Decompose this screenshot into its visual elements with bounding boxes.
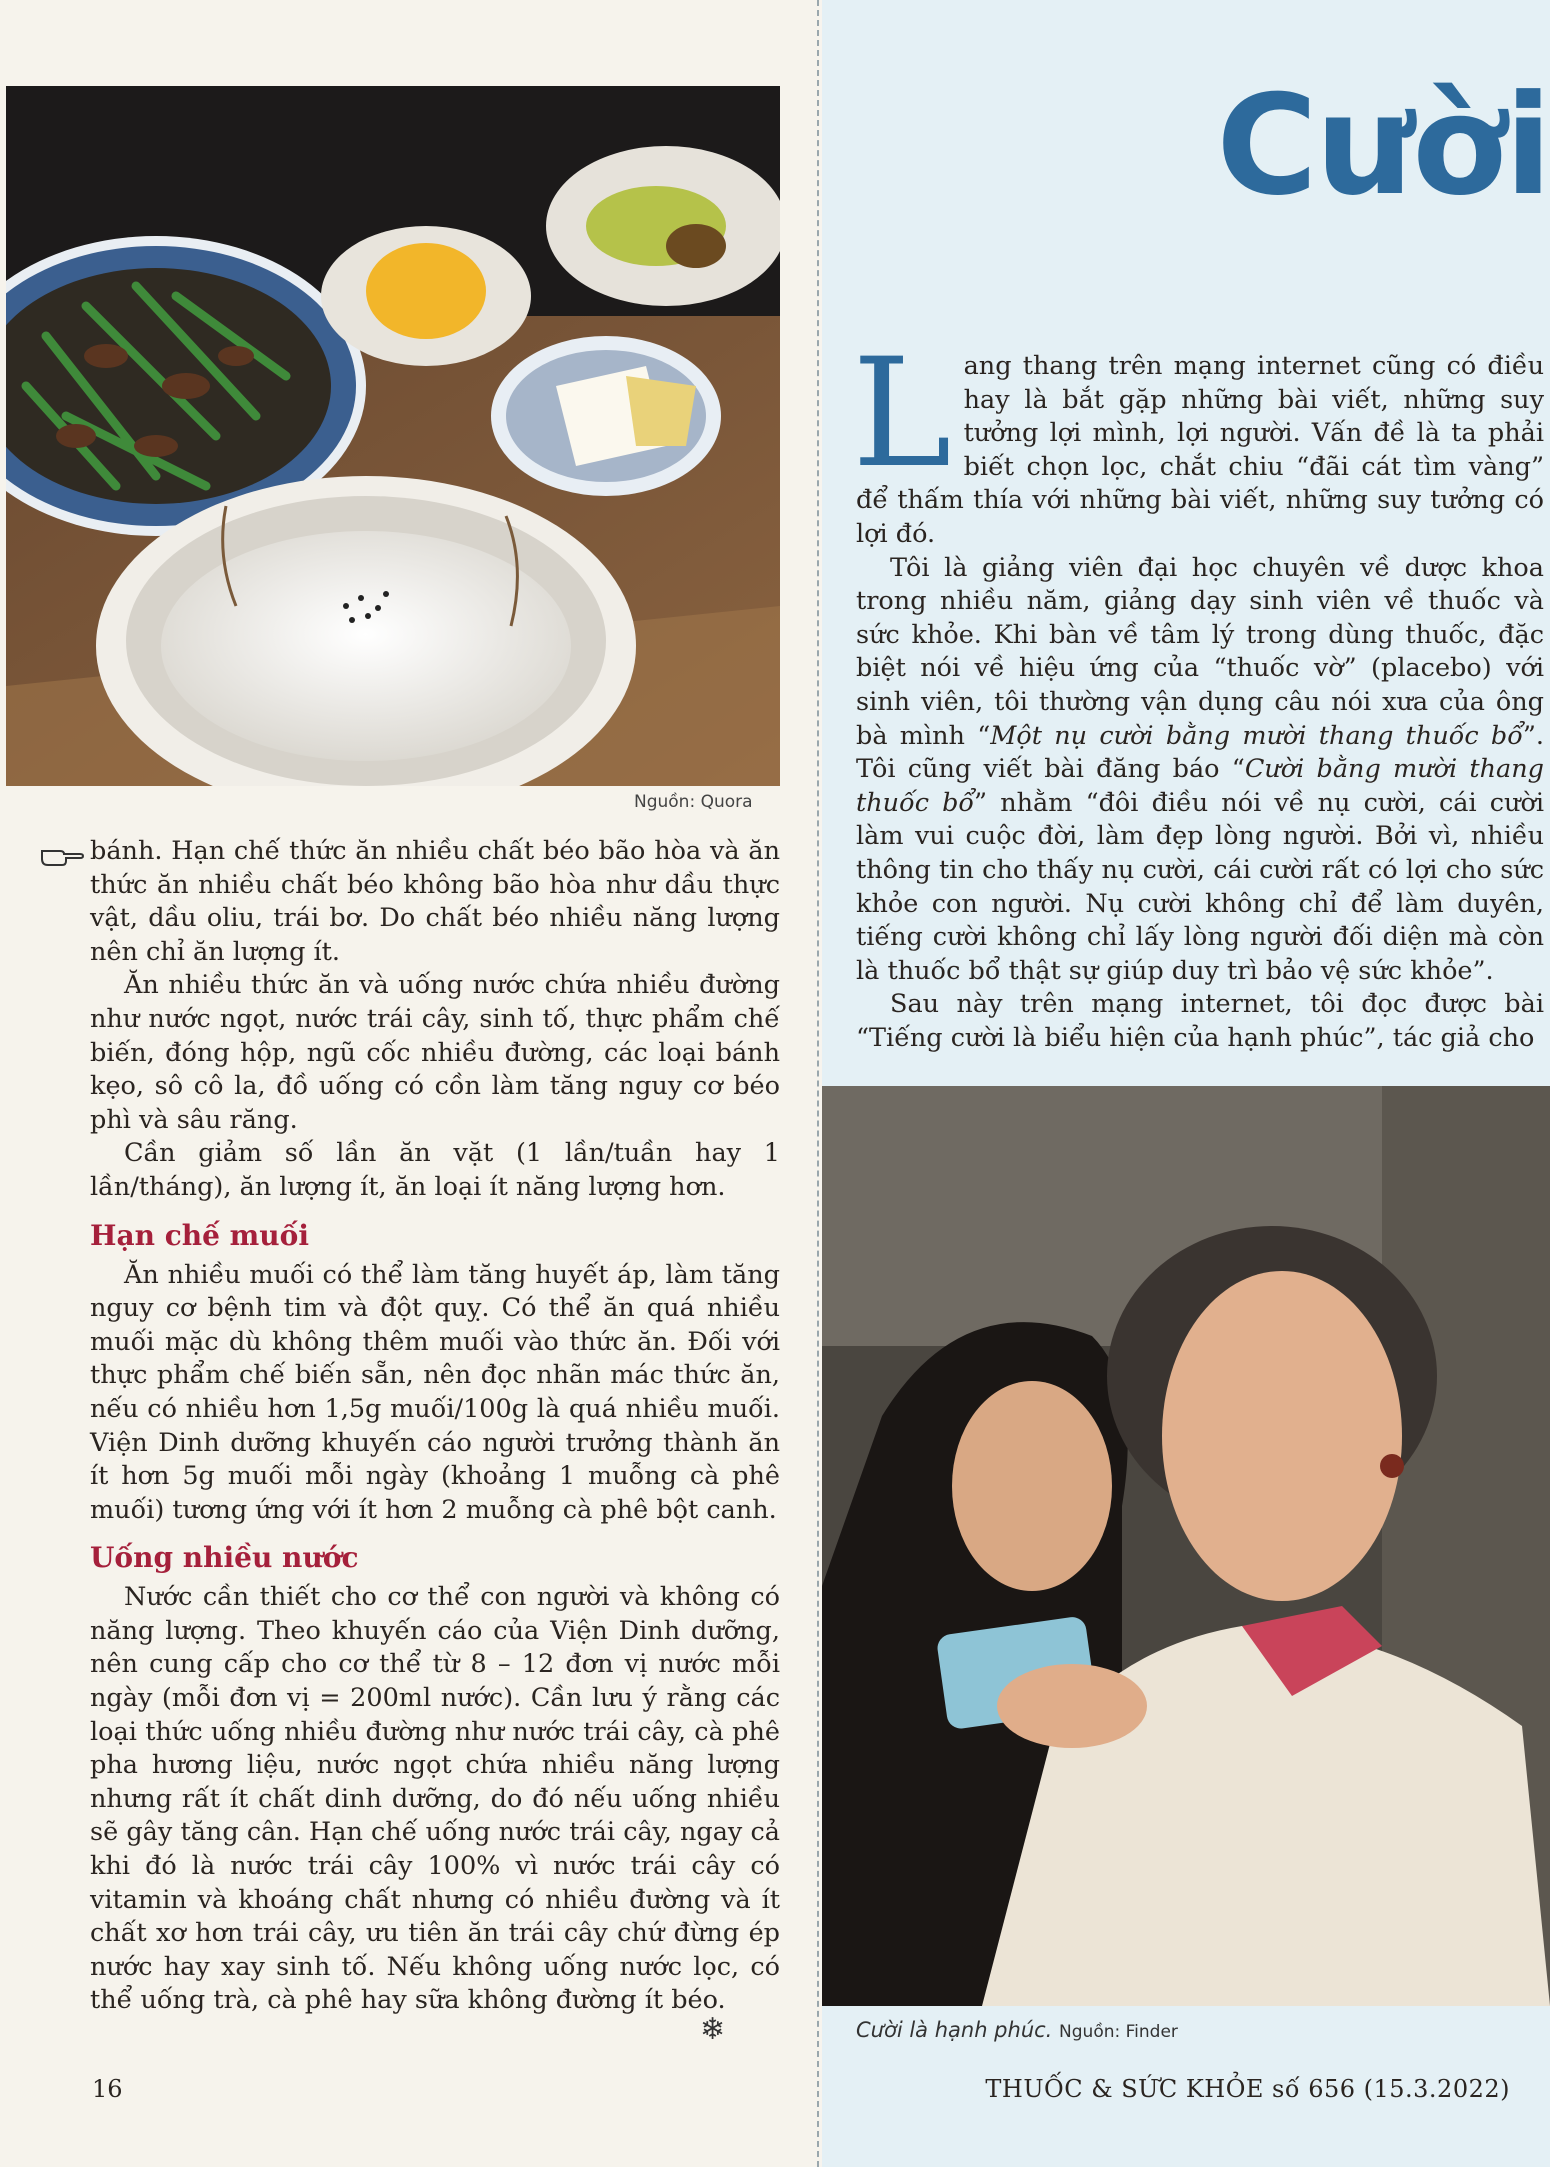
end-mark-icon: ❄ [700, 2012, 726, 2047]
photo-caption [856, 2018, 1178, 2042]
caption-text: Cười là hạnh phúc. [856, 2018, 1053, 2042]
food-photo-illustration [6, 86, 780, 786]
lecturer-paragraph [856, 552, 1544, 989]
food-photo-credit: Nguồn: Quora [634, 792, 753, 812]
intro-paragraph: bánh. Hạn chế thức ăn nhiều chất béo bão hòa và ăn thức ăn nhiều chất béo không bão hòa như dầu thực vật, dầu oliu, trái bơ. Do chất béo nhiều năng lượng nên chỉ ăn lượng ít. [90, 836, 780, 967]
sugar-paragraph: Ăn nhiều thức ăn và uống nước chứa nhiều đường như nước ngọt, nước trái cây, sinh tố, thực phẩm chế biến, đóng hộp, ngũ cốc nhiều đường, các loại bánh kẹo, sô cô la, đồ uống có cồn làm tăng nguy cơ béo phì và sâu răng. [90, 970, 780, 1135]
pointing-hand-icon [40, 843, 84, 867]
snack-paragraph: Cần giảm số lần ăn vặt (1 lần/tuần hay 1 lần/tháng), ăn lượng ít, ăn loại ít năng lượng hơn. [90, 1138, 780, 1202]
drop-cap: L [852, 327, 952, 501]
salt-paragraph: Ăn nhiều muối có thể làm tăng huyết áp, làm tăng nguy cơ bệnh tim và đột quỵ. Có thể ăn quá nhiều muối mặc dù không thêm muối vào thức ăn. Đối với thực phẩm chế biến sẵn, nên đọc nhãn mác thức ăn, nếu có nhiều hơn 1,5g muối/100g là quá nhiều muối. Viện Dinh dưỡng khuyến cáo người trưởng thành ăn ít hơn 5g muối mỗi ngày (khoảng 1 muỗng cà phê muối) tương ứng với ít hơn 2 muỗng cà phê bột canh. [90, 1259, 780, 1525]
lecturer-text-c: ” nhằm “đôi điều nói về nụ cười, cái cười làm vui cuộc đời, làm đẹp lòng người. Bởi vì, nhiều thông tin cho thấy nụ cười, cái cười rất có lợi cho sức khỏe con người. Nụ cười không chỉ để làm duyên, tiếng cười không chỉ lấy lòng người đối diện mà còn là thuốc bổ thật sự giúp duy trì bảo vệ sức khỏe”. [856, 787, 1545, 986]
lecturer-text-a: Tôi là giảng viên đại học chuyên về dược khoa trong nhiều năm, giảng dạy sinh viên về thuốc và sức khỏe. Khi bàn về tâm lý trong dùng thuốc, đặc biệt nói về hiệu ứng của “thuốc vờ” (placebo) với sinh viên, tôi thường vận dụng câu nói xưa của ông bà mình “ [856, 552, 1544, 751]
water-paragraph: Nước cần thiết cho cơ thể con người và không có năng lượng. Theo khuyến cáo của Viện Dinh dưỡng, nên cung cấp cho cơ thể từ 8 – 12 đơn vị nước mỗi ngày (mỗi đơn vị = 200ml nước). Cần lưu ý rằng các loại thức uống nhiều đường như nước trái cây, cà phê pha hương liệu, nước ngọt chứa nhiều năng lượng nhưng rất ít chất dinh dưỡng, do đó nếu uống nhiều sẽ gây tăng cân. Hạn chế uống nước trái cây, ngay cả khi đó là nước trái cây 100% vì nước trái cây có vitamin và khoáng chất nhưng có nhiều đường và ít chất xơ hơn trái cây, ưu tiên ăn trái cây chứ đừng ép nước hay xay sinh tố. Nếu không uống nước lọc, có thể uống trà, cà phê hay sữa không đường ít béo. [90, 1582, 780, 2016]
page-number: 16 [92, 2075, 123, 2103]
salt-heading: Hạn chế muối [90, 1218, 309, 1252]
internet-paragraph: Sau này trên mạng internet, tôi đọc được bài “Tiếng cười là biểu hiện của hạnh phúc”, tác giả cho [856, 989, 1544, 1053]
caption-source: Nguồn: Finder [1059, 2022, 1178, 2042]
opening-paragraph [852, 327, 1544, 552]
lecturer-text-b: ”. Tôi cũng viết bài đăng báo “ [856, 720, 1544, 785]
right-column [852, 327, 1545, 1055]
laughing-women-photo [822, 1086, 1550, 2006]
left-column [90, 835, 780, 2018]
page-gutter [817, 0, 819, 2167]
food-photo [6, 86, 780, 786]
proverb-quote: Một nụ cười bằng mười thang thuốc bổ [990, 720, 1523, 751]
laughing-photo-illustration [822, 1086, 1550, 2006]
opening-text: ang thang trên mạng internet cũng có điều hay là bắt gặp những bài viết, những suy tưởng lợi mình, lợi người. Vấn đề là ta phải biết chọn lọc, chắt chiu “đãi cát tìm vàng” để thấm thía với những bài viết, những suy tưởng có lợi đó. [856, 351, 1544, 549]
article-headline: Cười [1216, 65, 1550, 226]
magazine-footer: THUỐC & SỨC KHỎE số 656 (15.3.2022) [985, 2075, 1510, 2103]
water-heading: Uống nhiều nước [90, 1541, 359, 1575]
article-title-quote: Cười bằng mười thang thuốc bổ [856, 754, 1544, 818]
